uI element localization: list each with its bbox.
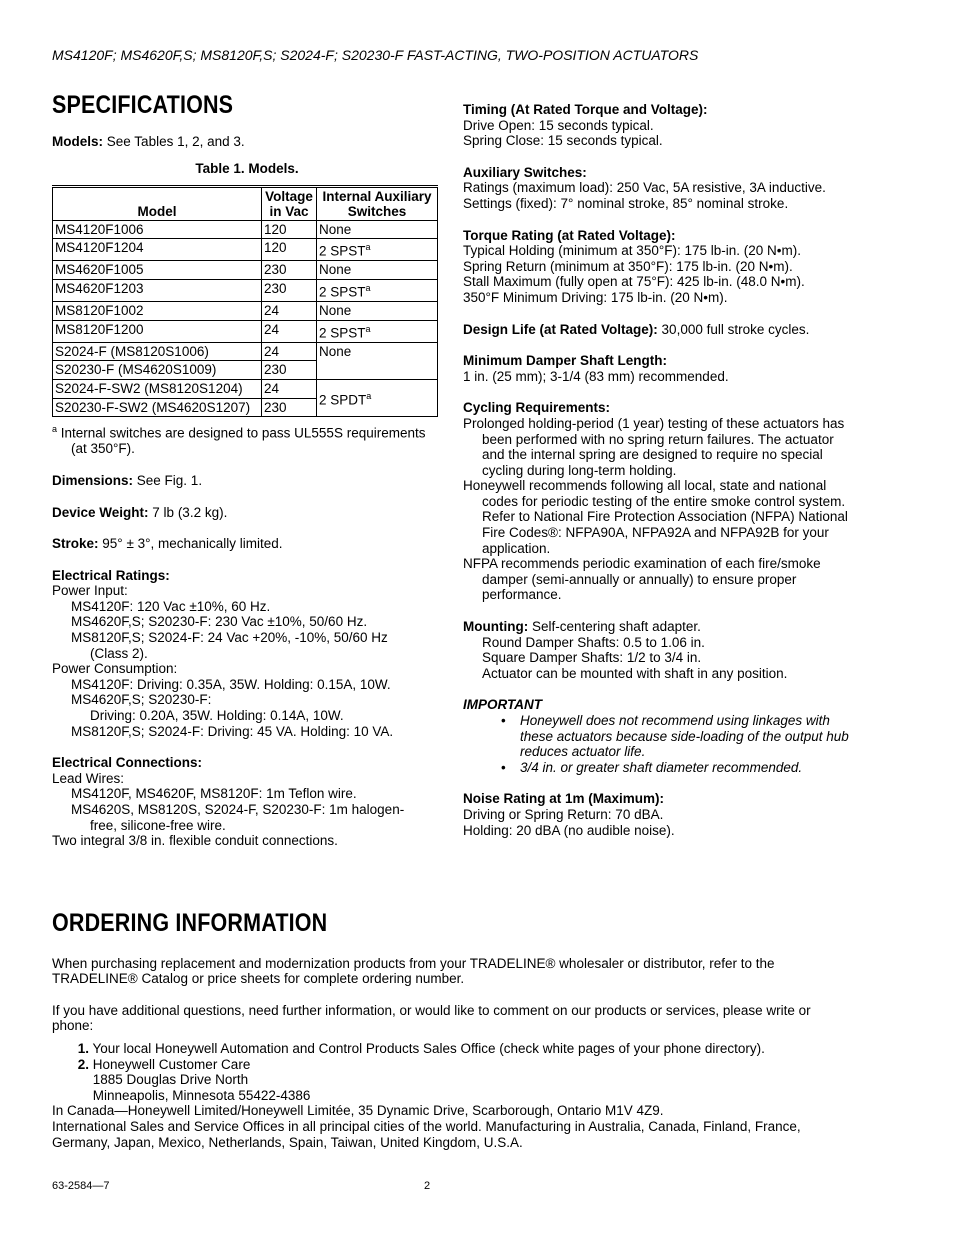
important-heading: IMPORTANT [463, 697, 542, 713]
aux-item: Ratings (maximum load): 250 Vac, 5A resistive, 3A inductive. [463, 180, 826, 196]
specifications-title: SPECIFICATIONS [52, 91, 234, 119]
cell-switches: 2 SPDT$^a$ [317, 380, 438, 417]
cell-model: MS8120F1002 [53, 302, 262, 321]
list-item: • Honeywell does not recommend using linkages with these actuators because side-loading of the output hub reduces actuator life. [501, 713, 849, 760]
table-row [53, 320, 438, 342]
cell-voltage: 230 [262, 261, 317, 280]
power-consumption-item: MS8120F,S; S2024-F: Driving: 45 VA. Holding: 10 VA. [71, 723, 394, 739]
mounting-item: Actuator can be mounted with shaft in any position. [482, 665, 788, 681]
weight-line: Device Weight: 7 lb (3.2 kg). [52, 504, 228, 520]
cell-voltage: 24 [262, 380, 317, 399]
ordering-section [52, 909, 852, 1050]
list-item: • 3/4 in. or greater shaft diameter recommended. [501, 759, 803, 775]
conduit-line: Two integral 3/8 in. flexible conduit connections. [52, 833, 338, 849]
cell-model: S2024-F-SW2 (MS8120S1204) [53, 380, 262, 399]
design-life-line: Design Life (at Rated Voltage): 30,000 full stroke cycles. [463, 321, 810, 337]
table-row [53, 342, 438, 361]
address-line: Minneapolis, Minnesota 55422-4386 [92, 1087, 311, 1103]
models-line: Models: See Tables 1, 2, and 3. [52, 133, 245, 149]
cell-voltage: 24 [262, 302, 317, 321]
table-row [53, 220, 438, 239]
noise-item: Holding: 20 dBA (no audible noise). [463, 822, 675, 838]
power-input-item: MS8120F,S; S2024-F: 24 Vac +20%, -10%, 50/60 Hz (Class 2). [71, 630, 388, 661]
cycling-heading: Cycling Requirements: [463, 400, 611, 416]
cell-voltage: 230 [262, 361, 317, 380]
power-input-item: MS4620F,S; S20230-F: 230 Vac ±10%, 50/60 Hz. [71, 614, 368, 630]
canada-line: In Canada—Honeywell Limited/Honeywell Limitée, 35 Dynamic Drive, Scarborough, Ontario M1V 4Z9. [52, 1103, 664, 1119]
table-footnote: $^a$ Internal switches are designed to pass UL555S requirements (at 350°F). [52, 424, 426, 457]
lead-wires: Lead Wires: [52, 770, 125, 786]
doc-number: 63-2584—7 [52, 1180, 110, 1192]
power-consumption-item: MS4120F: Driving: 0.35A, 35W. Holding: 0.15A, 10W. [71, 676, 391, 692]
page-number: 2 [424, 1180, 431, 1192]
address-line: 1885 Douglas Drive North [92, 1072, 249, 1088]
cell-model: MS4120F1204 [53, 239, 262, 261]
list-number: 2. [77, 1056, 89, 1072]
table-header-row [53, 186, 438, 220]
cell-switches: None [317, 342, 438, 379]
table-row [53, 261, 438, 280]
table-caption: Table 1. Models. [195, 161, 299, 177]
list-item: 2. Honeywell Customer Care [77, 1056, 251, 1072]
cell-switches: 2 SPST$^a$ [317, 239, 438, 261]
electrical-connections-heading: Electrical Connections: [52, 755, 203, 771]
electrical-ratings-heading: Electrical Ratings: [52, 567, 170, 583]
noise-heading: Noise Rating at 1m (Maximum): [463, 791, 665, 807]
cycling-paragraph: Honeywell recommends following all local, state and national codes for periodic testing of the entire smoke control system. Refer to National Fire Protection Association (NFPA) National Fire Codes®: NFPA90A, NFPA92A and NFPA92B for your application. [463, 478, 848, 556]
cell-model: MS4620F1005 [53, 261, 262, 280]
cell-model: MS4620F1203 [53, 280, 262, 302]
list-number: 1. [77, 1041, 89, 1056]
cell-switches: 2 SPST$^a$ [317, 320, 438, 342]
power-consumption-item: MS4620F,S; S20230-F: [71, 692, 212, 708]
bullet-icon: • [501, 759, 506, 775]
torque-heading: Torque Rating (at Rated Voltage): [463, 227, 676, 243]
cell-model: S2024-F (MS8120S1006) [53, 342, 262, 361]
cell-model: S20230-F-SW2 (MS4620S1207) [53, 398, 262, 417]
left-column [52, 91, 442, 849]
cell-model: S20230-F (MS4620S1009) [53, 361, 262, 380]
table-row [53, 239, 438, 261]
dimensions-line: Dimensions: See Fig. 1. [52, 472, 203, 488]
cell-switches: None [317, 261, 438, 280]
cell-voltage: 24 [262, 342, 317, 361]
stroke-line: Stroke: 95° ± 3°, mechanically limited. [52, 536, 283, 552]
cell-switches: 2 SPST$^a$ [317, 280, 438, 302]
important-list [463, 713, 855, 775]
lead-wires-item: MS4620S, MS8120S, S2024-F, S20230-F: 1m halogen-free, silicone-free wire. [71, 802, 405, 833]
power-consumption-item: Driving: 0.20A, 35W. Holding: 0.14A, 10W. [90, 708, 344, 724]
power-input: Power Input: [52, 583, 128, 599]
international-line: International Sales and Service Offices in all principal cities of the world. Manufacturing in Australia, Canada, Finland, France, Germany, Japan, Mexico, Netherlands, Spain, Taiwan, United Kingdom, U.S.A. [52, 1118, 801, 1150]
mounting-item: Round Damper Shafts: 0.5 to 1.06 in. [482, 634, 705, 650]
cell-voltage: 120 [262, 239, 317, 261]
power-consumption: Power Consumption: [52, 661, 178, 677]
header-voltage: Voltage in Vac [262, 186, 317, 220]
models-table [52, 185, 438, 417]
cell-model: MS4120F1006 [53, 220, 262, 239]
running-header: MS4120F; MS4620F,S; MS8120F,S; S2024-F; S20230-F FAST-ACTING, TWO-POSITION ACTUATORS [52, 47, 699, 63]
timing-item: Spring Close: 15 seconds typical. [463, 133, 663, 149]
ordering-paragraph: When purchasing replacement and modernization products from your TRADELINE® wholesaler or distributor, refer to the TRADELINE® Catalog or price sheets for complete ordering number. [52, 955, 775, 987]
cell-voltage: 120 [262, 220, 317, 239]
bullet-icon: • [501, 713, 506, 728]
torque-item: Stall Maximum (fully open at 75°F): 425 lb-in. (48.0 N•m). [463, 274, 805, 290]
aux-item: Settings (fixed): 7° nominal stroke, 85° nominal stroke. [463, 195, 789, 211]
torque-item: 350°F Minimum Driving: 175 lb-in. (20 N•m). [463, 289, 728, 305]
cell-voltage: 230 [262, 398, 317, 417]
cell-model: MS8120F1200 [53, 320, 262, 342]
power-input-item: MS4120F: 120 Vac ±10%, 60 Hz. [71, 598, 271, 614]
torque-item: Spring Return (minimum at 350°F): 175 lb-in. (20 N•m). [463, 258, 793, 274]
right-column [463, 102, 855, 838]
table-body [53, 220, 438, 416]
noise-item: Driving or Spring Return: 70 dBA. [463, 806, 664, 822]
shaft-length-heading: Minimum Damper Shaft Length: [463, 353, 668, 369]
cycling-paragraph: Prolonged holding-period (1 year) testing of these actuators has been performed with no spring return failures. The actuator and the internal spring are designed to require no special cycling during long-term holding. [463, 415, 845, 478]
header-model: Model [53, 186, 262, 220]
mounting-line: Mounting: Self-centering shaft adapter. [463, 619, 701, 635]
cell-voltage: 24 [262, 320, 317, 342]
table-row [53, 380, 438, 399]
torque-item: Typical Holding (minimum at 350°F): 175 lb-in. (20 N•m). [463, 243, 801, 259]
lead-wires-item: MS4120F, MS4620F, MS8120F: 1m Teflon wire. [71, 786, 357, 802]
contact-list-body [52, 1041, 852, 1150]
timing-item: Drive Open: 15 seconds typical. [463, 117, 654, 133]
mounting-item: Square Damper Shafts: 1/2 to 3/4 in. [482, 650, 702, 666]
aux-switches-heading: Auxiliary Switches: [463, 164, 587, 180]
cell-voltage: 230 [262, 280, 317, 302]
cell-switches: None [317, 220, 438, 239]
ordering-title: ORDERING INFORMATION [52, 909, 328, 937]
table-row [53, 302, 438, 321]
list-item: 1. Your local Honeywell Automation and Control Products Sales Office (check white pages of your phone directory). [77, 1041, 765, 1056]
cycling-paragraph: NFPA recommends periodic examination of each fire/smoke damper (semi-annually or annually) to ensure proper performance. [463, 556, 821, 603]
cell-switches: None [317, 302, 438, 321]
table-row [53, 280, 438, 302]
shaft-length-text: 1 in. (25 mm); 3-1/4 (83 mm) recommended. [463, 368, 729, 384]
ordering-paragraph: If you have additional questions, need further information, or would like to comment on our products or services, please write or phone: [52, 1002, 811, 1034]
timing-heading: Timing (At Rated Torque and Voltage): [463, 102, 708, 117]
header-switches: Internal Auxiliary Switches [317, 186, 438, 220]
